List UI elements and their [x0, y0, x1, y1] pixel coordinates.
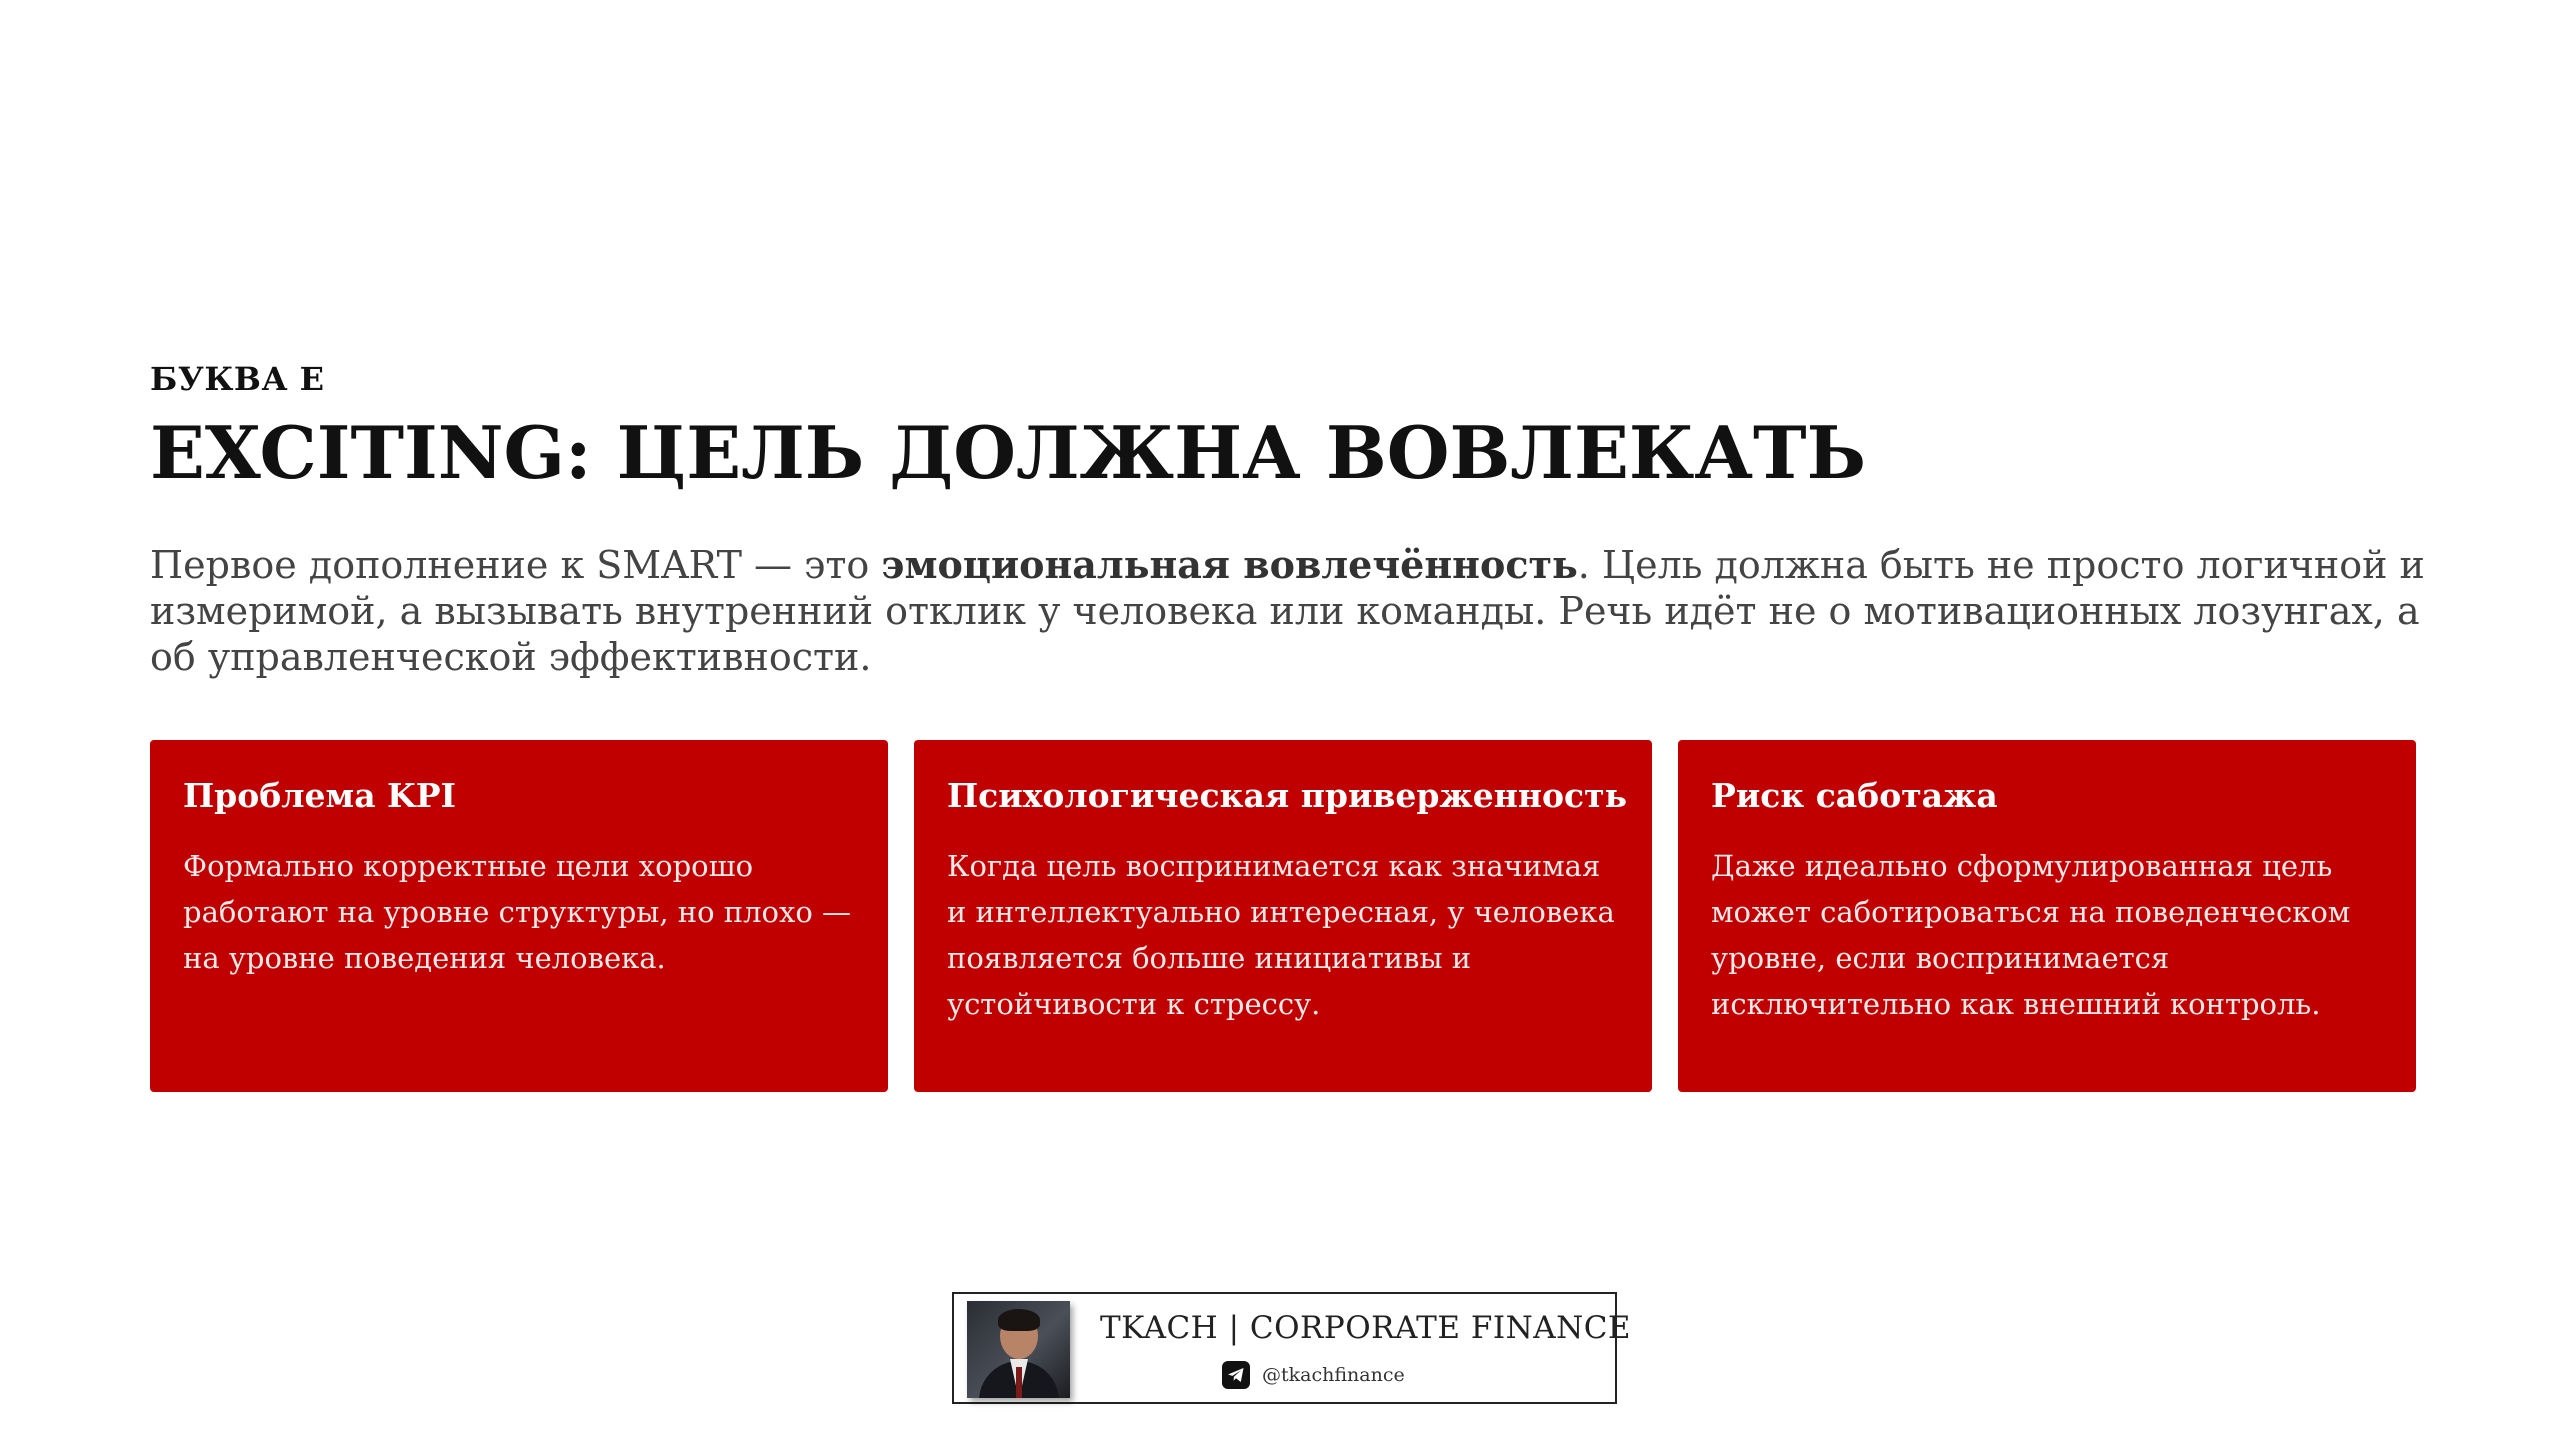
card-text: Даже идеально сформулированная цель может саботироваться на поведенческом уровне, если воспринимается исключительно как внешний контроль. — [1711, 849, 2351, 1021]
card-sabotage-risk — [1678, 740, 2416, 1092]
intro-text-start: Первое дополнение к SMART — это — [150, 543, 882, 587]
card-kpi-problem — [150, 740, 888, 1092]
intro-text-end: . Цель должна быть не просто логичной и измеримой, а вызывать внутренний отклик у человека или команды. Речь идёт не о мотивационных лозунгах, а об управленческой эффективности. — [150, 543, 2425, 679]
card-text: Когда цель воспринимается как значимая и интеллектуально интересная, у человека появляется больше инициативы и устойчивости к стрессу. — [947, 849, 1615, 1021]
card-title: Проблема KPI — [183, 776, 456, 815]
card-row — [150, 740, 2412, 1092]
telegram-handle[interactable]: @tkachfinance — [1262, 1364, 1405, 1386]
intro-emphasis: эмоциональная вовлечённость — [881, 542, 1578, 587]
brand-name: TKACH | CORPORATE FINANCE — [1100, 1310, 1632, 1346]
section-eyebrow: БУКВА E — [150, 360, 325, 398]
page-title: EXCITING: ЦЕЛЬ ДОЛЖНА ВОВЛЕКАТЬ — [150, 410, 1866, 495]
card-title: Риск саботажа — [1711, 776, 1998, 815]
intro-paragraph — [150, 542, 2450, 680]
card-title: Психологическая приверженность — [947, 776, 1627, 815]
telegram-icon — [1222, 1361, 1250, 1389]
card-text: Формально корректные цели хорошо работают на уровне структуры, но плохо — на уровне поведения человека. — [183, 849, 852, 975]
avatar — [967, 1301, 1070, 1398]
card-psychological-commitment — [914, 740, 1652, 1092]
telegram-handle-row[interactable] — [1222, 1360, 1405, 1390]
author-badge — [952, 1292, 1632, 1404]
